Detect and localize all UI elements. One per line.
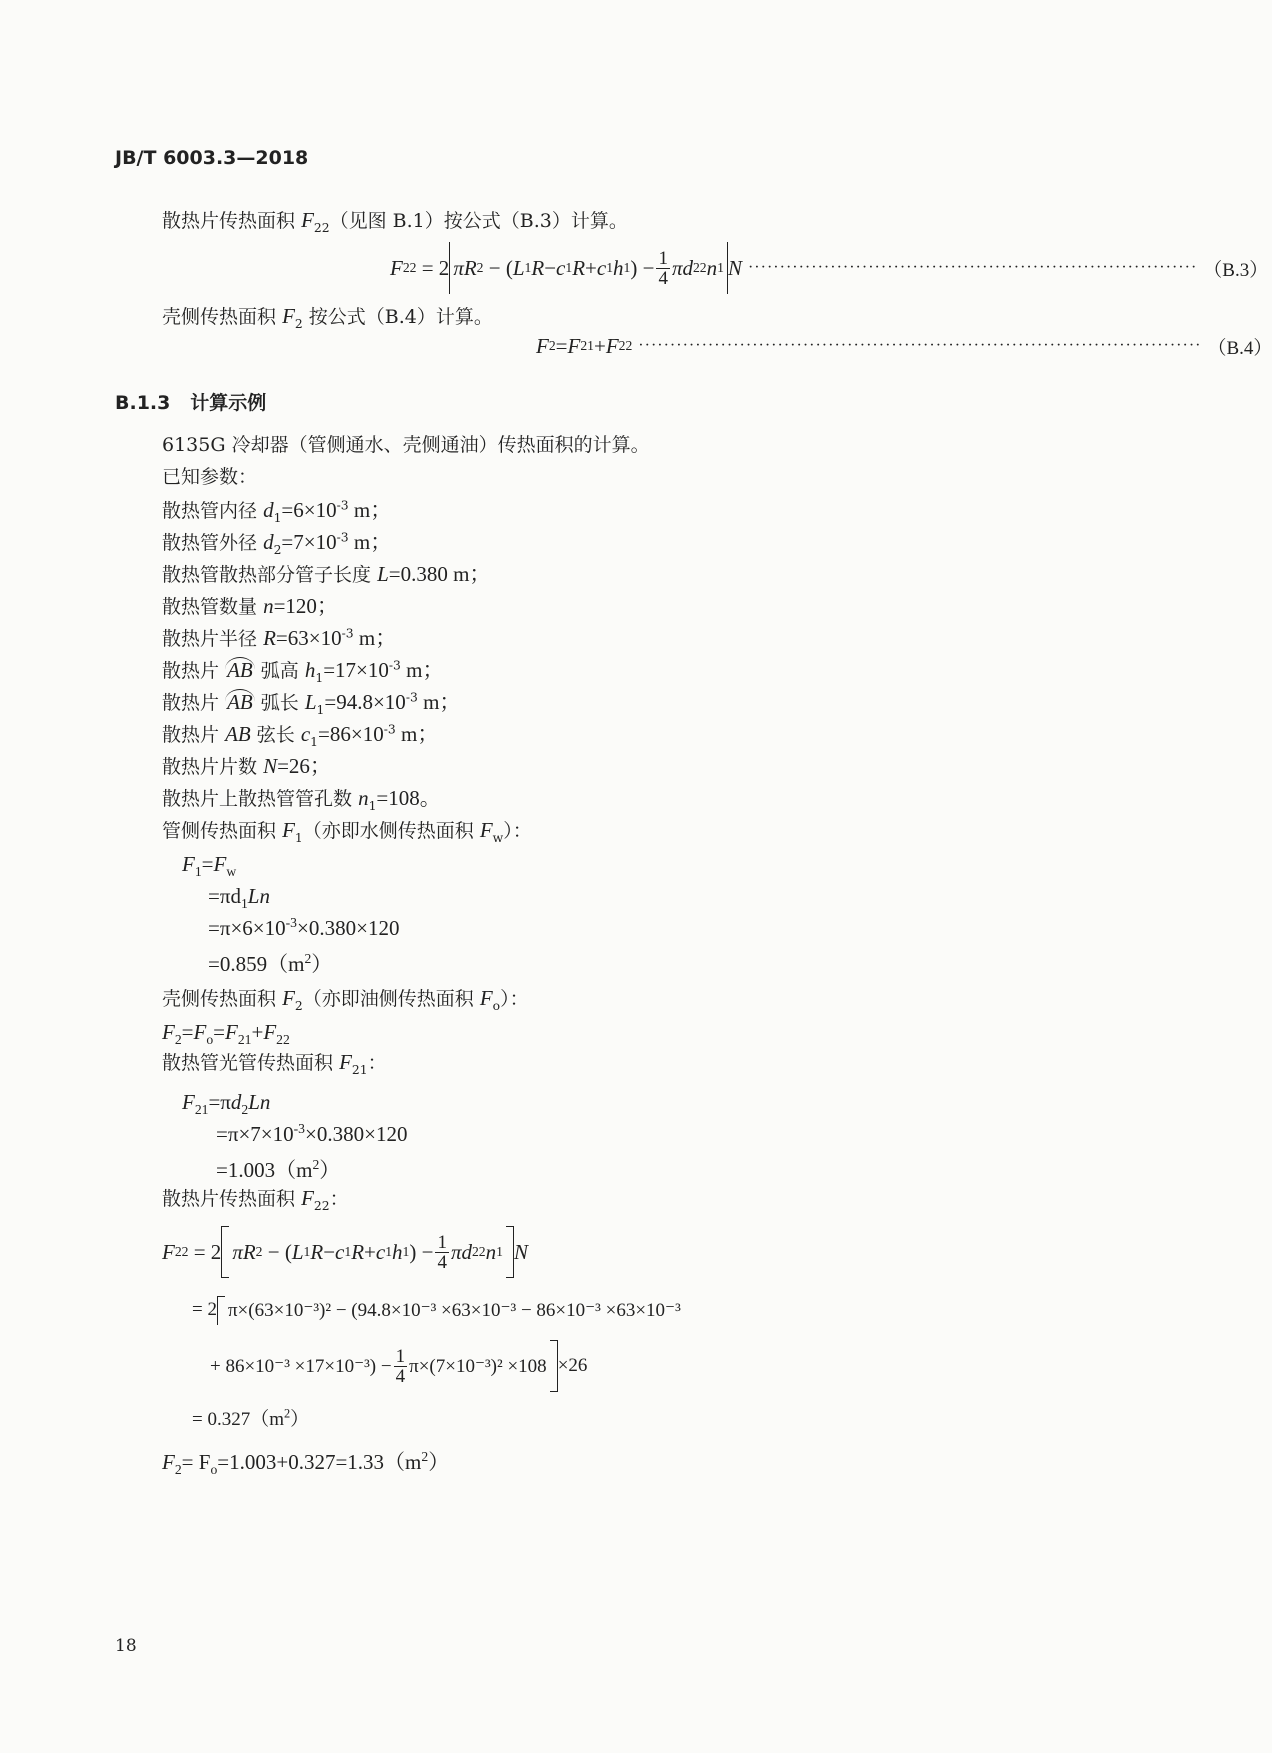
subscript: 22: [313, 220, 330, 235]
f1-line2: $=\pi d_1Ln$: [208, 884, 270, 912]
document-id: JB/T 6003.3—2018: [115, 147, 309, 169]
calc-line4: = $0.327(m^2)$: [192, 1406, 310, 1430]
f1-line3: $=\pi\times 6\times 10^{-3}\times 0.380\times 120$: [208, 915, 400, 940]
section-heading: [115, 388, 266, 415]
section-number: B.1.3: [115, 392, 171, 414]
f2-heading: 壳侧传热面积 $F_2$（亦即油侧传热面积 $F_o$）：: [162, 986, 529, 1013]
text: 散热片传热面积: [162, 210, 296, 232]
section-title: 计算示例: [190, 392, 267, 414]
param-c1: 散热片 AB 弦长 $c_1=86\times 10^{-3}$ m；: [162, 722, 439, 749]
f21-line3: $=1.003(m^2)$: [216, 1157, 341, 1182]
f21-heading: 散热管光管传热面积 $F_{21}$：: [162, 1050, 387, 1077]
page-number: 18: [115, 1636, 137, 1656]
param-L: 散热管散热部分管子长度 L=0.380 m；: [162, 562, 491, 586]
param-R: 散热片半径 $R=63\times 10^{-3}$ m；: [162, 626, 397, 650]
known-params-label: 已知参数：: [162, 466, 258, 488]
leader-dots: ·························································································: [638, 337, 1202, 354]
paragraph-f22-intro: [162, 208, 628, 235]
f21-line1: $F_{21}=\pi d_2Ln$: [182, 1090, 271, 1118]
equation-b4: F 2 = F 21 + F 22 ························································································· （B.4）: [536, 333, 1272, 359]
param-N: 散热片片数 N=26；: [162, 754, 331, 778]
f21-line2: $=\pi\times 7\times 10^{-3}\times 0.380\times 120$: [216, 1121, 408, 1146]
calc-line1: F 22 = 2 πR 2 − ( L 1 R − c 1 R + c 1 h 1 ) − $\frac{1}{4}$ πd 2 2 n 1 N: [162, 1222, 528, 1282]
final-result: $F_2= F_o=1.003+0.327=1.33(m^2)$: [162, 1449, 450, 1478]
param-n: 散热管数量 n=120；: [162, 594, 338, 618]
f1-heading: 管侧传热面积 $F_1$（亦即水侧传热面积 $F_w$）：: [162, 818, 532, 845]
calc-line2: = 2 π×(63×10⁻³)² − (94.8×10⁻³ ×63×10⁻³ − 86×10⁻³ ×63×10⁻³: [192, 1292, 681, 1328]
subscript: 2: [294, 316, 303, 331]
text: 按公式（B.4）计算。: [308, 306, 493, 328]
bracket-left: [449, 242, 450, 294]
f22-heading: 散热片传热面积 $F_{22}$：: [162, 1186, 349, 1213]
f1-line1: $F_1=F_w$: [182, 852, 237, 880]
param-d2: 散热管外径 $d_2=7\times 10^{-3}$ m；: [162, 530, 392, 557]
calc-line3: + 86×10⁻³ ×17×10⁻³) − $\frac{1}{4}$ π×(7×10⁻³)² ×108 ×26: [210, 1336, 587, 1396]
example-intro: 6135G 冷却器（管侧通水、壳侧通油）传热面积的计算。: [162, 434, 650, 456]
param-h1: 散热片 AB 弧高 $h_1=17\times 10^{-3}$ m；: [162, 658, 444, 685]
f2-line1: $F_2=F_o=F_{21}+F_{22}$: [162, 1020, 290, 1048]
param-L1: 散热片 AB 弧长 $L_1=94.8\times 10^{-3}$ m；: [162, 690, 461, 717]
leader-dots: ·······································································: [747, 259, 1198, 276]
f1-line4: $=0.859(m^2)$: [208, 951, 333, 976]
text: 壳侧传热面积: [162, 306, 277, 328]
param-n1: 散热片上散热管管孔数 $n_1=108$。: [162, 786, 441, 813]
equation-b3: F 22 = 2 πR 2 − ( L 1 R − c 1 R + c 1 h 1 ) − $\frac{1}{4}$ πd 2 2 n 1 N ······································································· （B.3）: [390, 238, 1080, 298]
param-d1: 散热管内径 $d_1=6\times 10^{-3}$ m；: [162, 498, 392, 525]
symbol: F: [301, 208, 314, 232]
equation-number: （B.3）: [1203, 259, 1269, 281]
equation-number: （B.4）: [1207, 337, 1272, 359]
symbol: F: [282, 304, 295, 328]
text: （见图 B.1）按公式（B.3）计算。: [329, 210, 628, 232]
paragraph-f2-intro: [162, 304, 493, 331]
